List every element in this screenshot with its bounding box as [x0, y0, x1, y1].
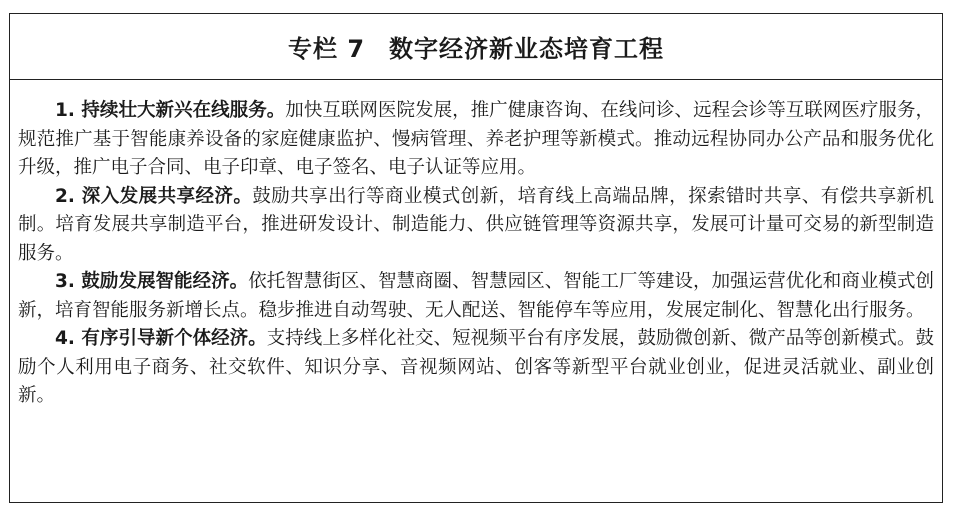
box-title — [288, 29, 664, 64]
column-box — [9, 13, 943, 503]
paragraph-body: 鼓励共享出行等商业模式创新，培育线上高端品牌，探索错时共享、有偿共享新机制。培育发展共享制造平台，推进研发设计、制造能力、供应链管理等资源共享，发展可计量可交易的新型制造服务。 — [18, 185, 934, 264]
paragraph-body: 支持线上多样化社交、短视频平台有序发展，鼓励微创新、微产品等创新模式。鼓励个人利用电子商务、社交软件、知识分享、音视频网站、创客等新型平台就业创业，促进灵活就业、副业创新。 — [18, 328, 934, 406]
paragraph-lead: 1. 持续壮大新兴在线服务。 — [55, 100, 286, 121]
paragraph-2 — [18, 183, 934, 269]
paragraph-3 — [18, 268, 934, 325]
paragraph-lead: 4. 有序引导新个体经济。 — [55, 328, 267, 349]
paragraph-body: 依托智慧街区、智慧商圈、智慧园区、智能工厂等建设，加强运营优化和商业模式创新，培育智能服务新增长点。稳步推进自动驾驶、无人配送、智能停车等应用，发展定制化、智慧化出行服务。 — [18, 271, 934, 321]
paragraph-body: 加快互联网医院发展，推广健康咨询、在线问诊、远程会诊等互联网医疗服务，规范推广基于智能康养设备的家庭健康监护、慢病管理、养老护理等新模式。推动远程协同办公产品和服务优化升级，推广电子合同、电子印章、电子签名、电子认证等应用。 — [18, 100, 934, 178]
box-header — [10, 14, 942, 80]
paragraph-1 — [18, 97, 934, 183]
paragraph-lead: 2. 深入发展共享经济。 — [55, 185, 253, 207]
column-title: 数字经济新业态培育工程 — [389, 35, 665, 63]
paragraph-lead: 3. 鼓励发展智能经济。 — [55, 271, 249, 292]
paragraph-4 — [18, 325, 934, 411]
column-label: 专栏 7 — [287, 35, 366, 63]
box-content — [10, 80, 942, 411]
